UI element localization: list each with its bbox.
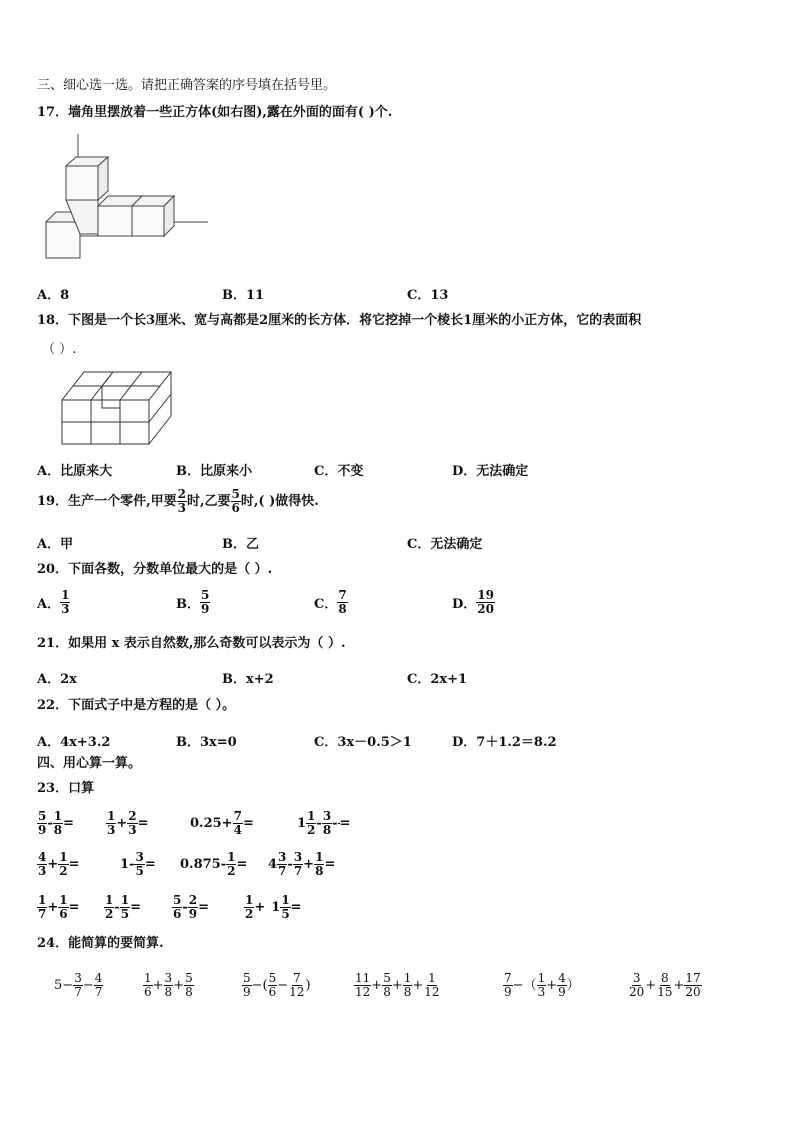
q17-option-b[interactable]: B．11 xyxy=(222,288,265,303)
num: 3 xyxy=(74,971,82,985)
op: + xyxy=(673,977,685,993)
op: - xyxy=(220,856,227,872)
num: 1 xyxy=(53,809,63,823)
frac xyxy=(184,972,194,998)
num: 1 xyxy=(120,893,130,907)
num: 1 xyxy=(107,809,116,823)
q20-a-num: 1 xyxy=(61,588,70,602)
q20-d-den: 20 xyxy=(477,601,494,616)
op: = xyxy=(144,856,156,872)
q20-option-a[interactable] xyxy=(37,589,70,615)
num: 1 xyxy=(144,971,152,985)
den: 20 xyxy=(629,984,645,999)
den: 12 xyxy=(355,984,371,999)
q23-r3-e3 xyxy=(172,894,209,920)
frac xyxy=(58,851,68,877)
num: 5 xyxy=(38,809,47,823)
op: + xyxy=(412,977,424,993)
den: 6 xyxy=(144,984,152,999)
den: 7 xyxy=(293,863,303,878)
num: 7 xyxy=(292,971,301,985)
num: 1 xyxy=(245,893,254,907)
q20-c-den: 8 xyxy=(338,601,347,616)
op: + xyxy=(152,977,164,993)
paren: （ xyxy=(523,977,537,993)
q18-option-a[interactable]: A．比原来大 xyxy=(37,464,113,479)
den: 3 xyxy=(537,984,546,999)
section-3-title: 三、细心选一选。请把正确答案的序号填在括号里。 xyxy=(37,78,337,93)
int: 1 xyxy=(297,815,307,831)
frac xyxy=(226,851,236,877)
frac xyxy=(37,894,47,920)
q23-r1-e2 xyxy=(106,810,149,836)
frac xyxy=(354,972,371,998)
op: − xyxy=(82,977,94,993)
q19-f2-num: 5 xyxy=(231,487,240,501)
den: 2 xyxy=(307,822,316,837)
q24-title: 24．能简算的要简算. xyxy=(37,936,164,951)
den: 6 xyxy=(59,906,68,921)
q19-f1-den: 3 xyxy=(177,500,186,515)
op: + xyxy=(254,899,266,915)
num: 1 xyxy=(59,850,68,864)
op: − xyxy=(251,977,263,993)
den: 8 xyxy=(403,984,412,999)
op: = xyxy=(290,899,302,915)
frac xyxy=(53,810,63,836)
q23-r3-e1 xyxy=(37,894,80,920)
q20-d-fraction xyxy=(476,589,495,615)
den: 12 xyxy=(424,984,440,999)
q20-b-fraction xyxy=(200,589,210,615)
q18-cuboid-figure xyxy=(60,370,175,446)
op: = xyxy=(68,856,80,872)
frac xyxy=(127,810,137,836)
frac xyxy=(684,972,701,998)
q23-r3-e4 xyxy=(244,894,302,920)
num: 3 xyxy=(632,971,641,985)
num: 1 xyxy=(403,971,412,985)
frac xyxy=(134,851,144,877)
den: 9 xyxy=(243,984,251,999)
den: 8 xyxy=(53,822,63,837)
q17-option-c[interactable]: C．13 xyxy=(407,288,449,303)
q21-option-b[interactable]: B．x+2 xyxy=(222,672,274,687)
q24-e3 xyxy=(242,972,311,998)
op: + xyxy=(391,977,403,993)
num: 11 xyxy=(355,971,371,985)
num: 1 xyxy=(307,809,316,823)
den: 8 xyxy=(164,984,173,999)
q23-r2-e1 xyxy=(37,851,80,877)
q24-e6 xyxy=(628,972,702,998)
num: 5 xyxy=(243,971,251,985)
int: 4 xyxy=(268,856,278,872)
q23-r2-e4 xyxy=(268,851,335,877)
num: 4 xyxy=(94,971,103,985)
int: 1 xyxy=(271,899,281,915)
op: = xyxy=(130,899,142,915)
q18-option-d[interactable]: D．无法确定 xyxy=(452,464,529,479)
frac xyxy=(172,894,182,920)
frac xyxy=(94,972,104,998)
q22-option-c[interactable]: C．3x－0.5＞1 xyxy=(314,735,412,750)
frac xyxy=(164,972,174,998)
num: 3 xyxy=(135,850,144,864)
num: 4 xyxy=(558,971,566,985)
num: 5 xyxy=(173,893,182,907)
frac xyxy=(280,894,290,920)
q20-c-fraction xyxy=(337,589,347,615)
op: - xyxy=(114,899,120,915)
den: 5 xyxy=(120,906,130,921)
q22-option-d[interactable]: D．7＋1.2＝8.2 xyxy=(452,735,557,750)
num: 0.25 xyxy=(190,815,222,831)
op: + xyxy=(116,815,128,831)
q20-b-den: 9 xyxy=(201,601,210,616)
paren: ） xyxy=(566,977,580,993)
num: 1 xyxy=(315,850,324,864)
q19-option-b[interactable]: B．乙 xyxy=(222,537,259,552)
q20-a-fraction xyxy=(60,589,70,615)
den: 7 xyxy=(94,984,103,999)
frac xyxy=(423,972,440,998)
q19-text-mid: 时,乙要 xyxy=(186,493,231,509)
frac xyxy=(244,894,254,920)
q20-d-label: D． xyxy=(452,596,477,612)
num: 1 xyxy=(120,856,130,872)
op: - xyxy=(129,856,135,872)
q23-r2-e3 xyxy=(180,851,247,877)
frac xyxy=(73,972,83,998)
den: 4 xyxy=(233,822,242,837)
op: = xyxy=(324,856,336,872)
den: 2 xyxy=(227,863,236,878)
q24-e5 xyxy=(503,972,580,998)
int: 5 xyxy=(54,977,63,993)
q24-e1 xyxy=(54,972,103,998)
num: 1 xyxy=(38,893,47,907)
op: + xyxy=(47,856,59,872)
q24-e2 xyxy=(143,972,194,998)
den: 7 xyxy=(38,906,47,921)
q20-d-num: 19 xyxy=(477,588,494,602)
den: 7 xyxy=(74,984,82,999)
frac xyxy=(628,972,645,998)
q19-fraction-1 xyxy=(177,488,187,514)
q19-option-c[interactable]: C．无法确定 xyxy=(407,537,483,552)
den: 5 xyxy=(281,906,290,921)
op: = xyxy=(236,856,248,872)
frac xyxy=(503,972,513,998)
num: 7 xyxy=(504,971,512,985)
op: = xyxy=(198,899,210,915)
frac xyxy=(656,972,673,998)
num: 3 xyxy=(293,850,303,864)
q22-stem: 22．下面式子中是方程的是（ ）。 xyxy=(37,698,236,713)
den: 2 xyxy=(245,906,254,921)
num: 8 xyxy=(661,971,669,985)
den: 3 xyxy=(38,863,47,878)
op: - xyxy=(47,815,53,831)
q20-option-c[interactable] xyxy=(314,589,348,615)
q19-f1-num: 2 xyxy=(177,487,186,501)
den: 9 xyxy=(38,822,47,837)
q19-text-pre: 19．生产一个零件,甲要 xyxy=(37,493,177,509)
frac xyxy=(188,894,198,920)
q19-fraction-2 xyxy=(231,488,241,514)
op: = xyxy=(68,899,80,915)
frac xyxy=(37,810,47,836)
q19-option-a[interactable]: A．甲 xyxy=(37,537,74,552)
frac xyxy=(382,972,392,998)
den: 8 xyxy=(315,863,324,878)
op: = xyxy=(242,815,254,831)
q17-stem: 17．墙角里摆放着一些正方体(如右图),露在外面的面有( )个. xyxy=(37,105,393,120)
num: 3 xyxy=(164,971,173,985)
q20-c-label: C． xyxy=(314,596,338,612)
op: + xyxy=(221,815,233,831)
op: = xyxy=(137,815,149,831)
op: = xyxy=(339,815,351,831)
frac xyxy=(306,810,316,836)
op: + xyxy=(303,856,315,872)
den: 8 xyxy=(322,822,332,837)
den: 2 xyxy=(59,863,68,878)
q18-option-b[interactable]: B．比原来小 xyxy=(176,464,252,479)
op: + xyxy=(173,977,185,993)
den: 3 xyxy=(128,822,137,837)
paren: ) xyxy=(305,977,311,993)
op: + xyxy=(371,977,383,993)
q21-option-c[interactable]: C．2x+1 xyxy=(407,672,468,687)
op: - xyxy=(332,815,338,831)
num: 5 xyxy=(268,971,277,985)
den: 9 xyxy=(188,906,198,921)
frac xyxy=(537,972,547,998)
q20-c-num: 7 xyxy=(338,588,347,602)
q17-option-a[interactable]: A．8 xyxy=(37,288,70,303)
frac xyxy=(288,972,305,998)
den: 6 xyxy=(268,984,277,999)
q20-option-d[interactable] xyxy=(452,589,495,615)
op: = xyxy=(63,815,75,831)
frac xyxy=(120,894,130,920)
num: 5 xyxy=(185,971,193,985)
num: 1 xyxy=(281,893,290,907)
op: + xyxy=(47,899,59,915)
op: − xyxy=(62,977,74,993)
q24-e4 xyxy=(354,972,441,998)
op: − xyxy=(277,977,289,993)
num: 17 xyxy=(685,971,701,985)
num: 3 xyxy=(322,809,332,823)
den: 9 xyxy=(558,984,566,999)
op: − xyxy=(512,977,524,993)
num: 4 xyxy=(38,850,47,864)
q19-f2-den: 6 xyxy=(231,500,240,515)
den: 12 xyxy=(289,984,305,999)
frac xyxy=(314,851,324,877)
den: 8 xyxy=(383,984,391,999)
num: 1 xyxy=(537,971,546,985)
q18-stem: 18．下图是一个长3厘米、宽与高都是2厘米的长方体．将它挖掉一个棱长1厘米的小正方体，它的表面积 xyxy=(37,313,642,328)
frac xyxy=(37,851,47,877)
q19-stem xyxy=(37,488,319,514)
op: - xyxy=(316,815,322,831)
q20-a-label: A． xyxy=(37,596,61,612)
q23-r2-e2 xyxy=(120,851,156,877)
q17-cube-figure xyxy=(36,132,211,262)
frac xyxy=(106,810,116,836)
q21-stem: 21．如果用 x 表示自然数,那么奇数可以表示为（ ）. xyxy=(37,636,346,651)
num: 1 xyxy=(428,971,436,985)
num: 1 xyxy=(227,850,236,864)
num: 1 xyxy=(59,893,68,907)
den: 9 xyxy=(504,984,512,999)
den: 5 xyxy=(135,863,144,878)
q22-option-a[interactable]: A．4x+3.2 xyxy=(37,735,111,750)
den: 15 xyxy=(657,984,673,999)
frac xyxy=(58,894,68,920)
den: 3 xyxy=(107,822,116,837)
frac xyxy=(242,972,252,998)
q23-r1-e3 xyxy=(190,810,254,836)
q23-title: 23．口算 xyxy=(37,781,95,796)
q20-b-label: B． xyxy=(176,596,200,612)
q23-r1-e4 xyxy=(297,810,350,836)
q23-r1-e1 xyxy=(37,810,74,836)
num: 2 xyxy=(128,809,137,823)
frac xyxy=(557,972,567,998)
frac xyxy=(233,810,243,836)
op: - xyxy=(287,856,293,872)
num: 5 xyxy=(383,971,391,985)
q22-option-b[interactable]: B．3x=0 xyxy=(176,735,237,750)
q20-stem: 20．下面各数，分数单位最大的是（ ）. xyxy=(37,562,273,577)
frac xyxy=(268,972,278,998)
den: 2 xyxy=(105,906,114,921)
section-4-title: 四、用心算一算。 xyxy=(37,756,142,771)
q20-option-b[interactable] xyxy=(176,589,210,615)
op: + xyxy=(645,977,657,993)
op: + xyxy=(546,977,558,993)
q23-r3-e2 xyxy=(104,894,141,920)
num: 7 xyxy=(233,809,242,823)
num: 1 xyxy=(105,893,114,907)
op: - xyxy=(182,899,188,915)
frac xyxy=(277,851,287,877)
frac xyxy=(403,972,413,998)
frac xyxy=(104,894,114,920)
q20-b-num: 5 xyxy=(201,588,210,602)
den: 20 xyxy=(685,984,701,999)
q18-option-c[interactable]: C．不变 xyxy=(314,464,364,479)
frac xyxy=(322,810,332,836)
q21-option-a[interactable]: A．2x xyxy=(37,672,77,687)
q19-text-post: 时,( )做得快. xyxy=(240,493,319,509)
num: 2 xyxy=(188,893,198,907)
paren: ( xyxy=(262,977,268,993)
num: 3 xyxy=(278,850,287,864)
frac xyxy=(293,851,303,877)
den: 6 xyxy=(173,906,182,921)
q18-blank: （ ）. xyxy=(42,342,77,357)
den: 7 xyxy=(278,863,287,878)
num: 0.875 xyxy=(180,856,221,872)
q20-a-den: 3 xyxy=(61,601,70,616)
den: 8 xyxy=(185,984,193,999)
frac xyxy=(143,972,153,998)
